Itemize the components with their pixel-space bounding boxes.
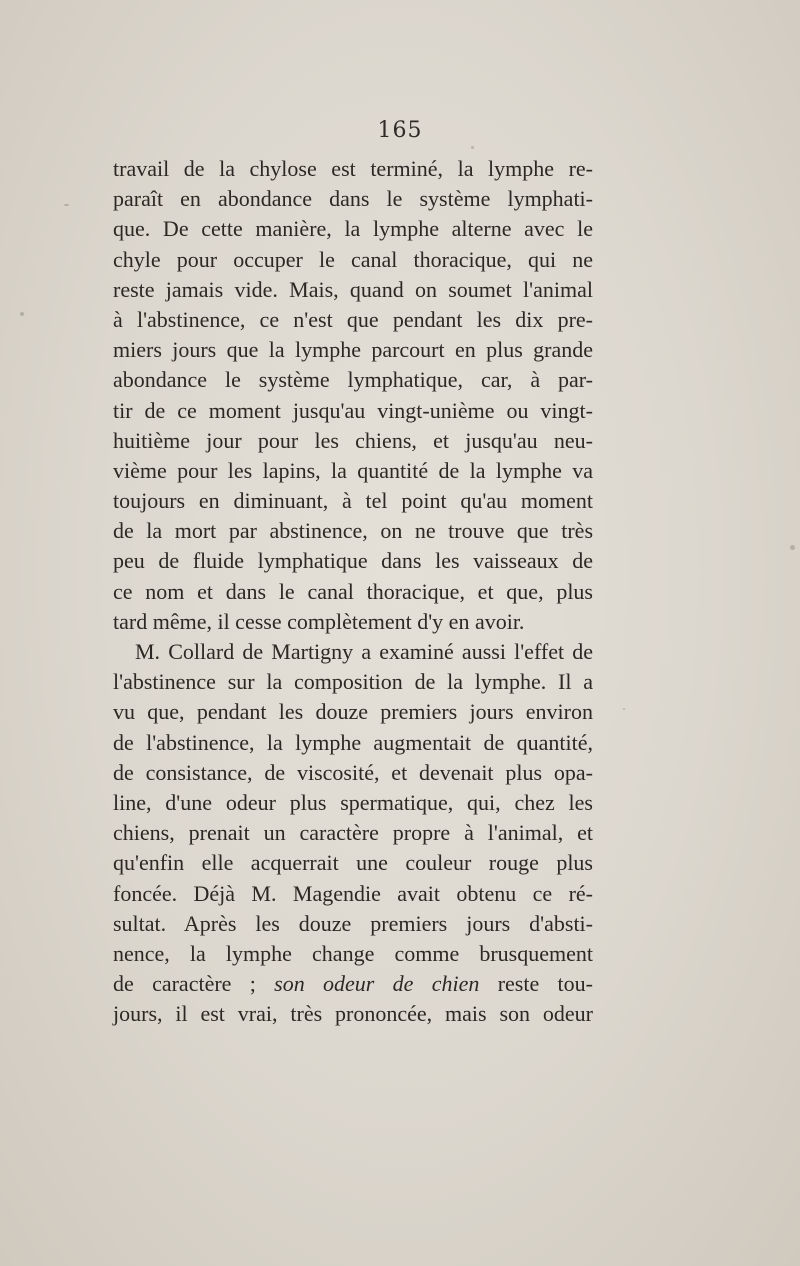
paper-speck bbox=[20, 312, 24, 316]
body-text bbox=[113, 154, 593, 1029]
text-run: reste tou- bbox=[479, 971, 593, 997]
text-line: miers jours que la lymphe parcourt en plus grande bbox=[113, 337, 593, 363]
text-line: vième pour les lapins, la quantité de la lymphe va bbox=[113, 457, 593, 483]
text-line: chiens, prenait un caractère propre à l'animal, et bbox=[113, 820, 593, 846]
text-line: travail de la chylose est terminé, la lymphe re- bbox=[113, 156, 593, 181]
paper-speck bbox=[623, 708, 625, 710]
text-run: de caractère ; bbox=[113, 971, 275, 997]
paper-speck bbox=[64, 204, 69, 206]
text-line: abondance le système lymphatique, car, à par- bbox=[113, 367, 593, 393]
text-line: de la mort par abstinence, on ne trouve que très bbox=[113, 518, 593, 544]
page-number: 165 bbox=[377, 118, 423, 143]
text-line: de consistance, de viscosité, et devenait plus opa- bbox=[113, 759, 593, 785]
text-line: M. Collard de Martigny a examiné aussi l'effet de bbox=[135, 639, 593, 664]
text-line: nence, la lymphe change comme brusquement bbox=[113, 940, 593, 966]
text-line: ce nom et dans le canal thoracique, et que, plus bbox=[113, 578, 593, 604]
text-line: l'abstinence sur la composition de la lymphe. Il a bbox=[113, 669, 593, 695]
paper-speck bbox=[471, 146, 474, 149]
text-line: line, d'une odeur plus spermatique, qui, chez les bbox=[113, 789, 593, 815]
text-line: huitième jour pour les chiens, et jusqu'au neu- bbox=[113, 427, 593, 453]
text-line: reste jamais vide. Mais, quand on soumet l'animal bbox=[113, 276, 593, 302]
paper-speck bbox=[790, 545, 795, 550]
text-line: vu que, pendant les douze premiers jours environ bbox=[113, 699, 593, 725]
text-line: paraît en abondance dans le système lymphati- bbox=[113, 186, 593, 212]
text-line: que. De cette manière, la lymphe alterne avec le bbox=[113, 216, 593, 242]
text-line: tard même, il cesse complètement d'y en avoir. bbox=[113, 608, 525, 634]
text-line: qu'enfin elle acquerrait une couleur rouge plus bbox=[113, 850, 593, 876]
text-line: foncée. Déjà M. Magendie avait obtenu ce ré- bbox=[113, 880, 593, 906]
text-line: chyle pour occuper le canal thoracique, qui ne bbox=[113, 246, 593, 272]
text-line: sultat. Après les douze premiers jours d'absti- bbox=[113, 910, 593, 936]
text-line: toujours en diminuant, à tel point qu'au moment bbox=[113, 488, 593, 514]
text-line: à l'abstinence, ce n'est que pendant les dix pre- bbox=[113, 306, 593, 332]
text-line: tir de ce moment jusqu'au vingt-unième ou vingt- bbox=[113, 397, 593, 423]
italic-text-run: son odeur de chien bbox=[274, 971, 480, 997]
text-line: jours, il est vrai, très prononcée, mais son odeur bbox=[113, 1001, 593, 1027]
text-line: peu de fluide lymphatique dans les vaisseaux de bbox=[113, 548, 593, 574]
text-line: de l'abstinence, la lymphe augmentait de quantité, bbox=[113, 729, 593, 755]
text-line-italic-phrase bbox=[113, 969, 593, 999]
